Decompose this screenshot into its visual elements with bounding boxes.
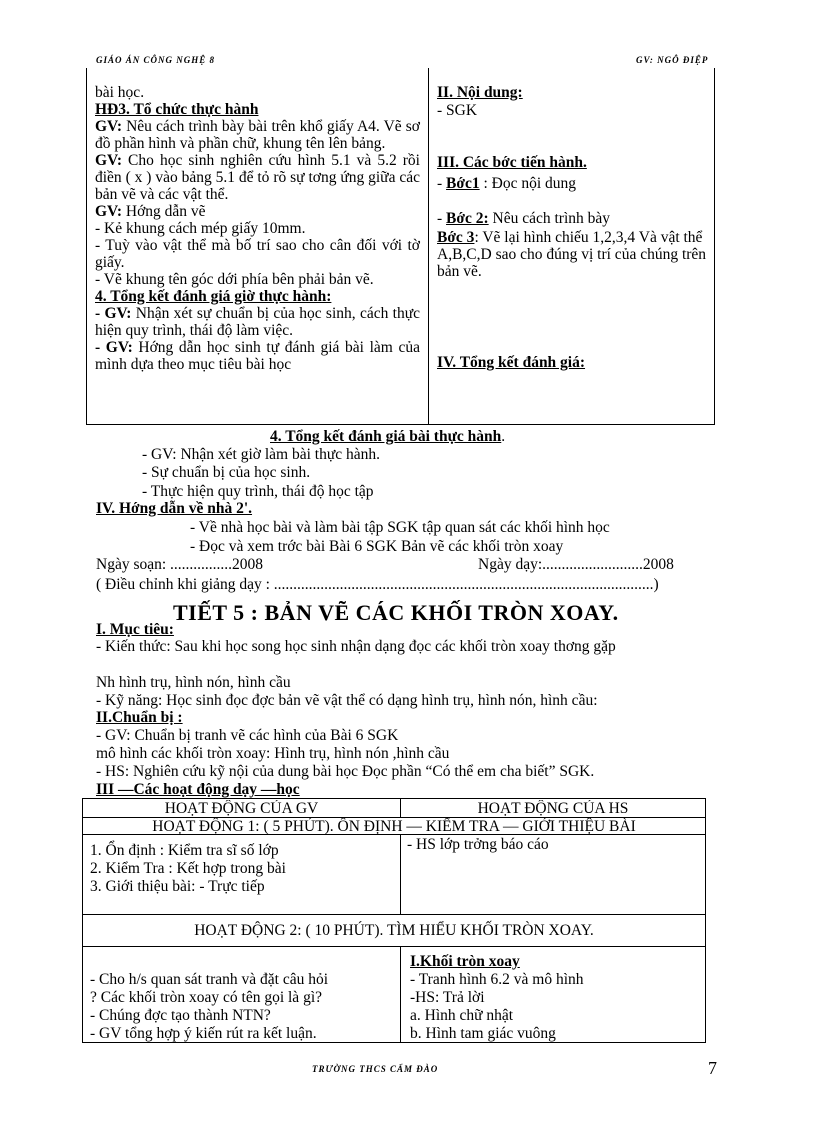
prep-heading: II.Chuẩn bị : <box>96 709 183 726</box>
col-header-hs: HOẠT ĐỘNG CỦA HS <box>477 800 629 817</box>
gv-label: GV: <box>95 203 122 220</box>
page-number: 7 <box>708 1058 717 1078</box>
date-prepared: Ngày soạn: ................2008 <box>96 556 264 573</box>
step-dash: - <box>437 210 447 227</box>
act2-hs-3: a. Hình chữ nhật <box>410 1007 514 1024</box>
col-header-gv: HOẠT ĐỘNG CỦA GV <box>164 800 319 817</box>
act1-gv-2: 2. Kiểm Tra : Kết hợp trong bài <box>90 860 286 877</box>
prep-models: mô hình các khối tròn xoay: Hình trụ, hình nón ,hình cầu <box>96 745 450 762</box>
gv-label: - GV: <box>95 305 132 322</box>
act-table-right <box>705 798 706 1043</box>
act2-hs-heading: I.Khối tròn xoay <box>410 953 520 970</box>
review-heading: IV. Tổng kết đánh giá: <box>437 354 586 371</box>
header-right: GV: NGÔ ĐIỆP <box>636 55 709 65</box>
footer-school: TRƯỜNG THCS CẨM ĐÀO <box>312 1064 439 1074</box>
content-heading: II. Nội dung: <box>437 84 523 101</box>
gv-label: GV: <box>95 118 122 135</box>
bullet-3: - Vẽ khung tên góc dới phía bên phải bản vẽ. <box>95 271 374 288</box>
prep-student: - HS: Nghiên cứu kỹ nội của dung bài học Đọc phần “Có thể em cha biết” SGK. <box>96 763 595 780</box>
act2-hs-2: -HS: Trả lời <box>410 989 485 1006</box>
act-table-mid-2 <box>400 834 401 914</box>
top-table-middle-border <box>428 68 429 424</box>
summary-heading-text: 4. Tổng kết đánh giá bài thực hành <box>270 428 502 445</box>
goal-skill: - Kỹ năng: Học sinh đọc đợc bản vẽ vật thể có dạng hình trụ, hình nón, hình cầu: <box>96 692 598 709</box>
activities-heading: III —Các hoạt động dạy —học <box>96 781 300 798</box>
gv-review-2 <box>95 339 420 373</box>
bullet-2: - Tuỳ vào vật thể mà bố trí sao cho cân đối với tờ giấy. <box>95 237 420 271</box>
act1-gv-3: 3. Giới thiệu bài: - Trực tiếp <box>90 878 265 895</box>
top-table-right-border <box>714 68 715 424</box>
act2-gv-4-clip <box>83 1025 400 1042</box>
header-left: GIÁO ÁN CÔNG NGHỆ 8 <box>96 55 216 65</box>
activity-2-header: HOẠT ĐỘNG 2: ( 10 PHÚT). TÌM HIỂU KHỐI TRÒN XOAY. <box>194 922 594 939</box>
gv-paragraph-3 <box>95 203 420 220</box>
step-label: Bớc1 <box>446 175 480 192</box>
act2-hs-4: b. Hình tam giác vuông <box>410 1025 556 1042</box>
goal-shapes: Nh hình trụ, hình nón, hình cầu <box>96 674 291 691</box>
gv-review-1 <box>95 305 420 339</box>
bullet-1: - Kẻ khung cách mép giấy 10mm. <box>95 220 306 237</box>
step-2 <box>437 210 610 227</box>
top-table-left-cell <box>95 84 420 373</box>
act-table-row-3 <box>82 914 706 915</box>
summary-heading-period: . <box>501 428 506 445</box>
teaching-adjustment: ( Điều chỉnh khi giảng dạy : ..................................................................................................) <box>96 576 659 593</box>
gv-text: Nhận xét sự chuẩn bị của học sinh, cách thực hiện quy trình, thái độ làm việc. <box>95 305 420 339</box>
act2-gv-1: - Cho h/s quan sát tranh và đặt câu hỏi <box>90 971 329 988</box>
date-taught: Ngày dạy:..........................2008 <box>478 556 674 573</box>
lesson-title: TIẾT 5 : BẢN VẼ CÁC KHỐI TRÒN XOAY. <box>173 600 619 625</box>
act2-gv-3: - Chúng đợc tạo thành NTN? <box>90 1007 271 1024</box>
prep-teacher: - GV: Chuẩn bị tranh vẽ các hình của Bài 6 SGK <box>96 727 399 744</box>
gv-label: GV: <box>95 152 122 169</box>
step-dash: - <box>437 175 447 192</box>
summary-heading <box>270 428 505 445</box>
steps-heading: III. Các bớc tiến hành. <box>437 154 587 171</box>
homework-heading: IV. Hớng dẫn về nhà 2'. <box>96 500 253 517</box>
act-table-row-2 <box>82 834 706 835</box>
homework-item-1: - Về nhà học bài và làm bài tập SGK tập quan sát các khối hình học <box>190 519 610 536</box>
content-sgk: - SGK <box>437 102 478 119</box>
act-table-left <box>82 798 83 1043</box>
step-label: Bớc 2: <box>446 210 489 227</box>
gv-paragraph-1 <box>95 118 420 152</box>
summary-item-2: - Sự chuẩn bị của học sinh. <box>142 464 311 481</box>
step-text: Nêu cách trình bày <box>488 210 611 227</box>
act2-hs-1: - Tranh hình 6.2 và mô hình <box>410 971 584 988</box>
step-1 <box>437 175 576 192</box>
summary-heading-inner: 4. Tổng kết đánh giá giờ thực hành: <box>95 288 332 305</box>
act1-hs-1: - HS lớp trởng báo cáo <box>407 836 549 853</box>
summary-item-1: - GV: Nhận xét giờ làm bài thực hành. <box>142 446 380 463</box>
top-table-bottom-border <box>86 424 715 425</box>
act-table-top <box>82 798 706 799</box>
act-table-bottom <box>82 1042 706 1043</box>
left-line-1: bài học. <box>95 84 145 101</box>
homework-item-2: - Đọc và xem trớc bài Bài 6 SGK Bản vẽ các khối tròn xoay <box>190 538 564 555</box>
gv-text: Nêu cách trình bày bài trên khổ giấy A4. Vẽ sơ đồ phần hình và phần chữ, khung tên lên bảng. <box>95 118 420 152</box>
summary-item-3: - Thực hiện quy trình, thái độ học tập <box>142 483 374 500</box>
gv-text: Hớng dẫn vẽ <box>122 203 206 220</box>
step-text: : Đọc nội dung <box>479 175 577 192</box>
step-text: : Vẽ lại hình chiếu 1,2,3,4 Và vật thể A,B,C,D sao cho đúng vị trí của chúng trên bản vẽ. <box>437 229 707 280</box>
top-table-left-border <box>86 68 87 424</box>
goals-heading: I. Mục tiêu: <box>96 621 174 638</box>
gv-paragraph-2 <box>95 152 420 203</box>
gv-text: Cho học sinh nghiên cứu hình 5.1 và 5.2 rồi điền ( x ) vào bảng 5.1 để tỏ rõ sự tơng ứng giữa các bản vẽ và các vật thể. <box>95 152 420 203</box>
step-label: Bớc 3 <box>437 229 475 246</box>
goal-knowledge: - Kiến thức: Sau khi học song học sinh nhận dạng đọc các khối tròn xoay thơng gặp <box>96 638 616 655</box>
act2-hs-4-clip <box>401 1025 705 1042</box>
hd3-heading: HĐ3. Tổ chức thực hành <box>95 101 259 118</box>
act1-gv-1: 1. Ổn định : Kiểm tra sĩ số lớp <box>90 842 279 859</box>
step-3 <box>437 229 709 280</box>
act2-gv-2: ? Các khối tròn xoay có tên gọi là gì? <box>90 989 323 1006</box>
gv-text: Hớng dẫn học sinh tự đánh giá bài làm của mình dựa theo mục tiêu bài học <box>95 339 420 373</box>
act2-gv-4: - GV tổng hợp ý kiến rút ra kết luận. <box>90 1025 317 1042</box>
act-table-row-4 <box>82 946 706 947</box>
gv-label: - GV: <box>95 339 133 356</box>
activity-1-header: HOẠT ĐỘNG 1: ( 5 PHÚT). ỔN ĐỊNH — KIỂM TRA — GIỚI THIỆU BÀI <box>152 818 636 834</box>
